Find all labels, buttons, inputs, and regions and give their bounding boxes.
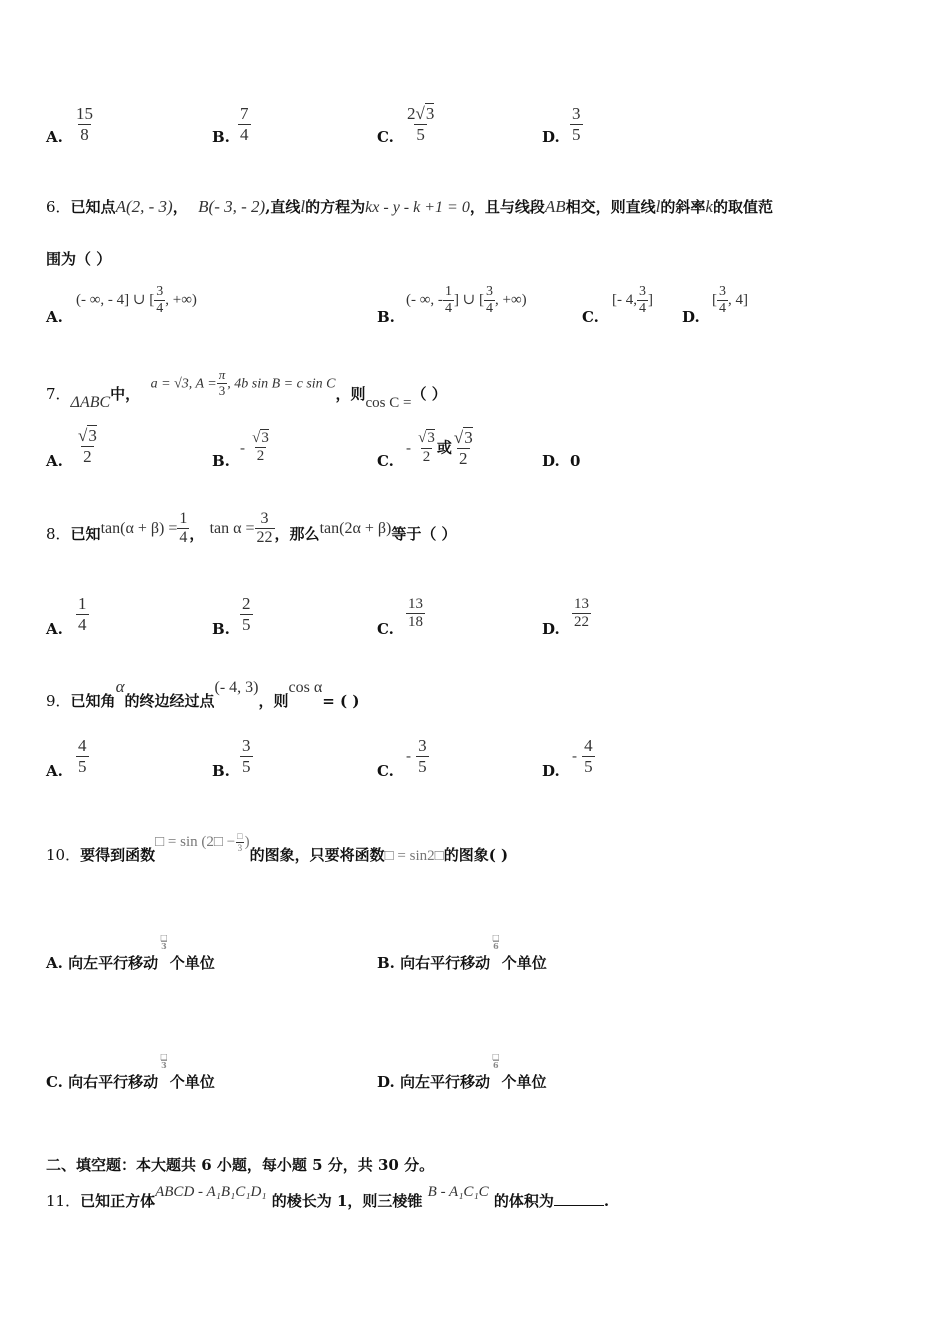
q11-text-3: 的体积为 [493,1192,554,1210]
q9-option-b-label: B. [212,762,230,780]
question-6-line-1 [46,196,773,217]
q11-text-1: 已知正方体 [80,1192,156,1210]
question-8-line [46,510,457,548]
q6-option-c-expr [612,284,653,317]
q8-option-b-fraction [240,594,253,634]
q6-option-a-label: A. [46,308,63,326]
q5-option-a-fraction [74,104,95,144]
denominator: 4 [719,301,726,317]
q5-option-b-fraction [238,104,251,144]
q11-pyramid: B - A₁C₁C [427,1184,489,1200]
q8-option-d-fraction [572,596,591,632]
question-number: 7． [46,385,71,404]
numerator: □ [492,932,500,942]
denominator: 5 [572,124,581,144]
numerator: 13 [408,596,423,612]
q6-text-2: ,直线 [265,198,301,216]
q8-tan-target: tan(2α + β) [319,519,392,537]
question-11-line [46,1180,610,1210]
q9-option-a-label: A. [46,762,63,780]
q6-line-l-2: l [655,197,661,216]
numerator: 7 [240,104,249,123]
option-tail: 个单位 [169,954,215,972]
numerator: π [218,367,226,382]
denominator: 5 [416,124,425,144]
option-text: 向左平行移动 [399,1073,490,1091]
q6-text-6: 的斜率 [660,198,706,216]
numerator: 15 [76,104,93,123]
question-number: 10． [46,846,81,864]
q6-slope-k: k [705,197,713,216]
numerator-radicand: 3 [425,104,435,123]
q7-option-a-label: A. [46,452,63,470]
q6-point-b: B(- 3, - 2) [198,197,266,216]
question-number: 11． [46,1192,81,1210]
q9-option-b-fraction [240,736,253,776]
q8-option-a-fraction [76,594,89,634]
q10-text-3: 的图象( ) [443,846,509,864]
numerator-radicand: 3 [261,430,269,446]
q6-text-4: ，且与线段 [469,198,545,216]
q5-option-c-label: C. [377,128,394,146]
denominator: 6 [493,941,499,951]
option-label: B. [377,954,395,972]
q6-option-a-tail: , +∞) [165,292,197,309]
q7-text-2: ，则 [335,385,366,404]
denominator: 18 [408,614,423,631]
q7-condition-2: , 4b sin B = c sin C [227,376,336,392]
denominator: 6 [492,1060,499,1070]
q6-option-b-expr [406,284,527,317]
denominator: 3 [161,941,167,951]
q9-text-1: 已知角 [70,692,116,710]
q9-option-d-label: D. [542,762,560,780]
denominator: 5 [418,756,427,776]
numerator: 13 [574,596,589,612]
q7-condition-1: a = √3, A = [150,376,217,392]
q10-text-2: 的图象，只要将函数 [249,846,385,864]
negative-sign: - [406,748,411,765]
numerator: 3 [572,104,581,123]
numerator: 4 [78,736,87,755]
numerator-coefficient: 2 [407,104,416,123]
denominator: 2 [459,448,468,468]
q10-option-b [377,932,547,978]
option-tail: 个单位 [501,954,547,972]
q7-option-c-label: C. [377,452,394,470]
q9-option-a-fraction [76,736,89,776]
q6-option-a-expr [76,284,197,317]
option-label: C. [46,1073,63,1091]
q10-function-source: □ = sin2□ [384,848,444,864]
q6-option-d-label: D. [682,308,700,326]
q7-option-d-value: 0 [570,452,581,470]
denominator: 8 [80,124,89,144]
q11-end: . [603,1192,610,1210]
q8-text-3: 等于（ ） [391,524,457,543]
numerator: 2 [242,594,251,613]
denominator: 3 [161,1060,167,1070]
q11-cube: ABCD - A₁B₁C₁D₁ [155,1184,267,1200]
denominator: 5 [78,756,87,776]
denominator: 2 [256,448,265,465]
option-tail: 个单位 [501,1073,547,1091]
q6-option-d-head: [ [712,292,717,309]
denominator: 4 [156,301,164,317]
q9-alpha: α [115,677,125,696]
denominator: 22 [574,614,589,631]
denominator: 2 [422,448,431,465]
question-6-line-2: 围为（ ） [46,250,112,268]
q5-option-b-label: B. [212,128,230,146]
denominator: 5 [584,756,593,776]
q6-option-b-label: B. [377,308,395,326]
q10-function-target: □ = sin (2□ − [155,834,236,850]
numerator: 1 [78,594,87,613]
option-label: D. [377,1073,395,1091]
option-label: A. [46,954,63,972]
q5-option-c-fraction: $\frac{2√3}{5}$ [407,104,435,144]
numerator: □ [491,1051,500,1061]
q10-function-target-close: ) [244,834,250,850]
q11-answer-blank[interactable] [554,1191,604,1206]
q6-option-d-expr [712,284,748,317]
q7-option-b-label: B. [212,452,230,470]
numerator: 1 [179,510,188,527]
q7-cos-c: cos C = [365,395,412,412]
q7-option-a-fraction: $\frac{√3}{2}$ [78,426,97,466]
q7-option-b-fraction: - $\frac{√3}{2}$ [240,430,269,465]
question-7-line [46,367,447,412]
denominator: 5 [242,614,251,634]
question-9-line [46,676,360,710]
denominator: 2 [83,446,92,466]
numerator: 3 [260,510,269,527]
q9-option-c-label: C. [377,762,394,780]
q7-triangle: ΔABC [70,394,111,412]
q5-option-d-label: D. [542,128,560,146]
section-heading: 二、填空题：本大题共 6 小题，每小题 5 分，共 30 分。 [46,1156,435,1174]
q6-text-1: 已知点 [70,198,116,216]
numerator: 3 [719,284,726,299]
q7-option-d-label: D. [542,452,560,470]
q8-tan-alpha: tan α = [209,519,255,537]
q9-text-4: = ( ) [322,692,360,710]
q8-option-c-label: C. [377,620,394,638]
q9-option-c-fraction [406,736,429,776]
q6-option-c-tail: ] [648,292,653,309]
q6-option-b-tail: , +∞) [495,292,527,309]
q6-option-c-label: C. [582,308,599,326]
numerator: 1 [444,284,452,299]
q5-option-a-label: A. [46,128,63,146]
denominator: 3 [218,382,226,398]
q6-option-c-head: [- 4, [612,292,637,309]
question-number: 8． [46,524,71,543]
question-number: 9． [46,692,71,710]
q10-option-c [46,1051,215,1097]
numerator: 3 [639,284,646,299]
denominator: 4 [78,614,87,634]
q10-option-a [46,932,215,978]
option-text: 向右平行移动 [400,954,491,972]
q6-option-a-head: (- ∞, - 4] ∪ [ [76,292,155,309]
q6-line-l: l [300,197,306,216]
numerator: □ [237,831,243,842]
denominator: 4 [639,301,646,317]
q6-text-5: 相交，则直线 [565,198,656,216]
q5-option-d-fraction [570,104,583,144]
numerator: 3 [418,736,427,755]
q6-equation: kx - y - k +1 = 0 [365,199,470,216]
numerator: □ [160,932,168,942]
q8-tan-sum: tan(α + β) = [100,519,178,537]
q6-text-3: 的方程为 [305,198,366,216]
q8-text-1: 已知 [70,524,101,543]
q9-text-3: ，则 [258,692,289,710]
numerator: 4 [584,736,593,755]
negative-sign: - [240,440,245,457]
negative-sign: - [406,440,411,457]
q8-option-b-label: B. [212,620,230,638]
q8-option-a-label: A. [46,620,63,638]
q6-segment-ab: AB [544,197,566,216]
numerator-radicand: 3 [88,426,97,445]
q11-text-2: 的棱长为 1，则三棱锥 [271,1192,423,1210]
q7-text-1: 中， [110,385,141,404]
q6-point-a: A(2, - 3) [115,197,173,216]
denominator: 4 [240,124,249,144]
denominator: 3 [237,842,243,853]
numerator: □ [160,1051,168,1061]
q6-option-d-tail: , 4] [728,292,748,309]
q9-text-2: 的终边经过点 [124,692,215,710]
q10-text-1: 要得到函数 [80,846,156,864]
q9-option-d-fraction [572,736,595,776]
negative-sign: - [572,748,577,765]
q6-option-b-head: (- ∞, - [406,292,443,309]
denominator: 5 [242,756,251,776]
question-number: 6． [46,198,71,216]
option-text: 向左平行移动 [68,954,159,972]
numerator-radicand: 3 [464,428,473,447]
denominator: 4 [179,529,188,547]
q6-text-7: 的取值范 [712,198,773,216]
q8-comma: ， [189,524,205,543]
denominator: 4 [486,301,493,317]
q9-point: (- 4, 3) [214,679,259,696]
q8-text-2: ，那么 [274,524,320,543]
q6-option-b-mid: ] ∪ [ [453,292,484,309]
q6-comma: ， [172,198,188,216]
numerator: 3 [242,736,251,755]
q8-option-c-fraction [406,596,425,632]
option-text: 向右平行移动 [68,1073,159,1091]
numerator: 3 [486,284,493,299]
q9-cos-alpha: cos α [288,679,323,696]
question-10-line [46,830,509,864]
q8-option-d-label: D. [542,620,560,638]
option-tail: 个单位 [169,1073,215,1091]
q7-paren: （ ） [411,385,447,404]
denominator: 4 [444,301,452,317]
q7-option-c-or: 或 [436,438,452,457]
numerator: 3 [156,284,164,299]
q10-option-d [377,1051,547,1097]
q7-option-c-expr: - $\frac{√3}{2}$ 或 $\frac{√3}{2}$ [406,428,473,468]
numerator-radicand: 3 [427,430,435,447]
denominator: 22 [256,529,273,547]
